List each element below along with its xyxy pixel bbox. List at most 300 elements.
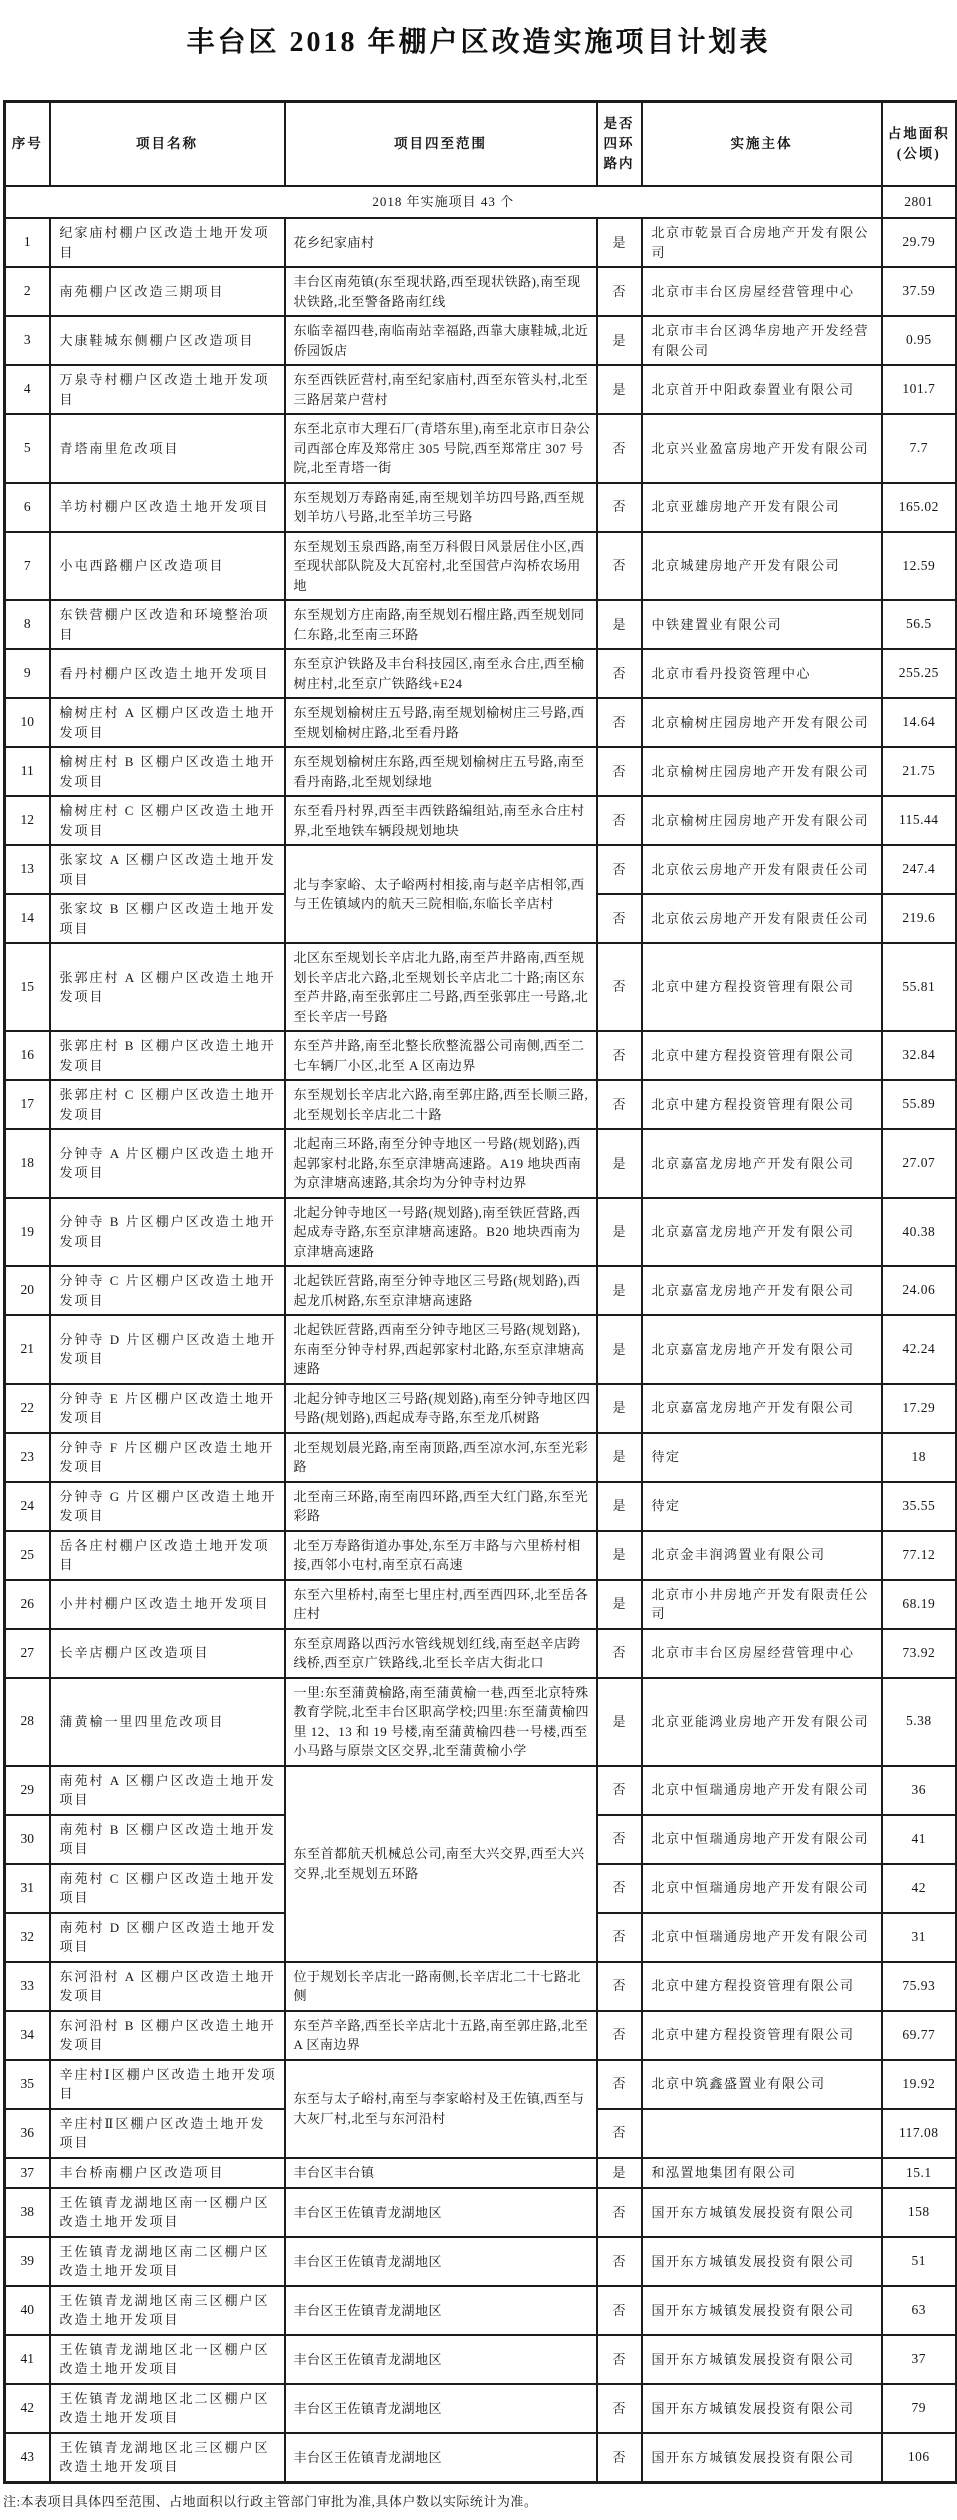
land-area-value: 77.12 xyxy=(882,1531,957,1580)
within-fourth-ring-flag: 否 xyxy=(597,2286,642,2335)
row-number: 41 xyxy=(5,2335,50,2384)
project-boundary: 丰台区王佐镇青龙湖地区 xyxy=(285,2237,597,2286)
table-row xyxy=(5,1198,957,1267)
project-boundary: 东至芦井路,南至北整长欣整流器公司南侧,西至二七车辆厂小区,北至 A 区南边界 xyxy=(285,1031,597,1080)
row-number: 21 xyxy=(5,1315,50,1384)
project-name: 王佐镇青龙湖地区南二区棚户区改造土地开发项目 xyxy=(50,2237,285,2286)
implementing-entity: 北京中建方程投资管理有限公司 xyxy=(642,1962,882,2011)
row-number: 34 xyxy=(5,2011,50,2060)
page-title: 丰台区 2018 年棚户区改造实施项目计划表 xyxy=(186,27,771,58)
row-number: 43 xyxy=(5,2433,50,2483)
within-fourth-ring-flag: 是 xyxy=(597,2158,642,2188)
project-boundary: 北起南三环路,南至分钟寺地区一号路(规划路),西起郭家村北路,东至京津塘高速路。A19 地块西南为京津塘高速路,其余均为分钟寺村边界 xyxy=(285,1129,597,1198)
project-name: 张家坟 B 区棚户区改造土地开发项目 xyxy=(50,894,285,943)
implementing-entity: 北京榆树庄园房地产开发有限公司 xyxy=(642,796,882,845)
within-fourth-ring-flag: 是 xyxy=(597,1384,642,1433)
row-number: 23 xyxy=(5,1433,50,1482)
project-boundary: 东至规划长辛店北六路,南至郭庄路,西至长顺三路,北至规划长辛店北二十路 xyxy=(285,1080,597,1129)
row-number: 29 xyxy=(5,1766,50,1815)
within-fourth-ring-flag: 否 xyxy=(597,796,642,845)
within-fourth-ring-flag: 否 xyxy=(597,1913,642,1962)
column-header: 项目名称 xyxy=(50,102,285,187)
implementing-entity: 北京中恒瑞通房地产开发有限公司 xyxy=(642,1815,882,1864)
table-row xyxy=(5,2011,957,2060)
table-row xyxy=(5,1482,957,1531)
table-row xyxy=(5,218,957,267)
footer-note: 注:本表项目具体四至范围、占地面积以行政主管部门审批为准,具体户数以实际统计为准。 xyxy=(3,2493,538,2509)
table-header-row xyxy=(5,102,957,187)
project-name: 南苑村 A 区棚户区改造土地开发项目 xyxy=(50,1766,285,1815)
land-area-value: 18 xyxy=(882,1433,957,1482)
table-row xyxy=(5,316,957,365)
row-number: 32 xyxy=(5,1913,50,1962)
row-number: 1 xyxy=(5,218,50,267)
table-row xyxy=(5,796,957,845)
land-area-value: 165.02 xyxy=(882,483,957,532)
row-number: 24 xyxy=(5,1482,50,1531)
implementing-entity: 国开东方城镇发展投资有限公司 xyxy=(642,2237,882,2286)
implementing-entity: 北京榆树庄园房地产开发有限公司 xyxy=(642,747,882,796)
land-area-value: 255.25 xyxy=(882,649,957,698)
land-area-value: 68.19 xyxy=(882,1580,957,1629)
table-row xyxy=(5,267,957,316)
project-boundary: 东至京周路以西污水管线规划红线,南至赵辛店跨线桥,西至京广铁路线,北至长辛店大街北口 xyxy=(285,1629,597,1678)
project-name: 南苑村 D 区棚户区改造土地开发项目 xyxy=(50,1913,285,1962)
project-boundary: 东至西铁匠营村,南至纪家庙村,西至东管头村,北至三路居菜户营村 xyxy=(285,365,597,414)
project-name: 王佐镇青龙湖地区北一区棚户区改造土地开发项目 xyxy=(50,2335,285,2384)
implementing-entity: 北京市丰台区房屋经营管理中心 xyxy=(642,267,882,316)
row-number: 30 xyxy=(5,1815,50,1864)
within-fourth-ring-flag: 是 xyxy=(597,1580,642,1629)
table-row xyxy=(5,1031,957,1080)
row-number: 31 xyxy=(5,1864,50,1913)
land-area-value: 73.92 xyxy=(882,1629,957,1678)
table-row xyxy=(5,649,957,698)
within-fourth-ring-flag: 否 xyxy=(597,1031,642,1080)
land-area-value: 79 xyxy=(882,2384,957,2433)
row-number: 25 xyxy=(5,1531,50,1580)
implementing-entity: 北京市看丹投资管理中心 xyxy=(642,649,882,698)
land-area-value: 31 xyxy=(882,1913,957,1962)
implementing-entity: 北京中恒瑞通房地产开发有限公司 xyxy=(642,1766,882,1815)
implementing-entity: 北京市丰台区鸿华房地产开发经营有限公司 xyxy=(642,316,882,365)
land-area-value: 55.81 xyxy=(882,943,957,1031)
table-row xyxy=(5,1766,957,1815)
column-header: 是否四环路内 xyxy=(597,102,642,187)
land-area-value: 0.95 xyxy=(882,316,957,365)
within-fourth-ring-flag: 否 xyxy=(597,414,642,483)
year-summary-label: 2018 年实施项目 43 个 xyxy=(5,186,882,218)
project-boundary: 北至规划晨光路,南至南顶路,西至凉水河,东至光彩路 xyxy=(285,1433,597,1482)
within-fourth-ring-flag: 否 xyxy=(597,1864,642,1913)
table-row xyxy=(5,1962,957,2011)
project-name: 榆树庄村 C 区棚户区改造土地开发项目 xyxy=(50,796,285,845)
row-number: 35 xyxy=(5,2060,50,2109)
implementing-entity: 北京中建方程投资管理有限公司 xyxy=(642,2011,882,2060)
land-area-value: 247.4 xyxy=(882,845,957,894)
within-fourth-ring-flag: 否 xyxy=(597,1766,642,1815)
within-fourth-ring-flag: 否 xyxy=(597,1962,642,2011)
project-name: 榆树庄村 B 区棚户区改造土地开发项目 xyxy=(50,747,285,796)
land-area-value: 21.75 xyxy=(882,747,957,796)
implementing-entity: 待定 xyxy=(642,1482,882,1531)
implementing-entity: 北京依云房地产开发有限责任公司 xyxy=(642,894,882,943)
implementing-entity: 北京嘉富龙房地产开发有限公司 xyxy=(642,1266,882,1315)
table-row xyxy=(5,365,957,414)
row-number: 14 xyxy=(5,894,50,943)
within-fourth-ring-flag: 否 xyxy=(597,2237,642,2286)
row-number: 10 xyxy=(5,698,50,747)
project-boundary: 位于规划长辛店北一路南侧,长辛店北二十七路北侧 xyxy=(285,1962,597,2011)
project-name: 东河沿村 A 区棚户区改造土地开发项目 xyxy=(50,1962,285,2011)
implementing-entity: 国开东方城镇发展投资有限公司 xyxy=(642,2384,882,2433)
land-area-value: 117.08 xyxy=(882,2109,957,2158)
implementing-entity: 北京市丰台区房屋经营管理中心 xyxy=(642,1629,882,1678)
row-number: 20 xyxy=(5,1266,50,1315)
implementing-entity: 北京嘉富龙房地产开发有限公司 xyxy=(642,1198,882,1267)
project-name: 分钟寺 F 片区棚户区改造土地开发项目 xyxy=(50,1433,285,1482)
row-number: 3 xyxy=(5,316,50,365)
within-fourth-ring-flag: 是 xyxy=(597,1482,642,1531)
row-number: 27 xyxy=(5,1629,50,1678)
table-row xyxy=(5,2335,957,2384)
project-name: 长辛店棚户区改造项目 xyxy=(50,1629,285,1678)
within-fourth-ring-flag: 否 xyxy=(597,267,642,316)
implementing-entity: 北京金丰润鸿置业有限公司 xyxy=(642,1531,882,1580)
row-number: 22 xyxy=(5,1384,50,1433)
project-name: 分钟寺 B 片区棚户区改造土地开发项目 xyxy=(50,1198,285,1267)
project-name: 分钟寺 E 片区棚户区改造土地开发项目 xyxy=(50,1384,285,1433)
within-fourth-ring-flag: 否 xyxy=(597,2011,642,2060)
project-name: 榆树庄村 A 区棚户区改造土地开发项目 xyxy=(50,698,285,747)
project-boundary: 东至与太子峪村,南至与李家峪村及王佐镇,西至与大灰厂村,北至与东河沿村 xyxy=(285,2060,597,2158)
within-fourth-ring-flag: 是 xyxy=(597,1678,642,1766)
project-name: 岳各庄村棚户区改造土地开发项目 xyxy=(50,1531,285,1580)
row-number: 36 xyxy=(5,2109,50,2158)
land-area-value: 55.89 xyxy=(882,1080,957,1129)
implementing-entity: 北京兴业盈富房地产开发有限公司 xyxy=(642,414,882,483)
land-area-value: 32.84 xyxy=(882,1031,957,1080)
row-number: 12 xyxy=(5,796,50,845)
table-row xyxy=(5,2286,957,2335)
implementing-entity: 北京中恒瑞通房地产开发有限公司 xyxy=(642,1913,882,1962)
project-boundary: 丰台区王佐镇青龙湖地区 xyxy=(285,2433,597,2483)
row-number: 37 xyxy=(5,2158,50,2188)
within-fourth-ring-flag: 否 xyxy=(597,532,642,601)
table-row xyxy=(5,2237,957,2286)
land-area-value: 37 xyxy=(882,2335,957,2384)
within-fourth-ring-flag: 否 xyxy=(597,2433,642,2483)
table-row xyxy=(5,1129,957,1198)
project-boundary: 东至规划万寿路南延,南至规划羊坊四号路,西至规划羊坊八号路,北至羊坊三号路 xyxy=(285,483,597,532)
within-fourth-ring-flag: 否 xyxy=(597,1080,642,1129)
implementing-entity: 北京亚雄房地产开发有限公司 xyxy=(642,483,882,532)
land-area-value: 24.06 xyxy=(882,1266,957,1315)
table-row xyxy=(5,2433,957,2483)
project-name: 王佐镇青龙湖地区南三区棚户区改造土地开发项目 xyxy=(50,2286,285,2335)
table-row xyxy=(5,1315,957,1384)
row-number: 19 xyxy=(5,1198,50,1267)
land-area-value: 101.7 xyxy=(882,365,957,414)
project-name: 张郭庄村 C 区棚户区改造土地开发项目 xyxy=(50,1080,285,1129)
implementing-entity: 国开东方城镇发展投资有限公司 xyxy=(642,2286,882,2335)
project-boundary: 东临幸福四巷,南临南站幸福路,西靠大康鞋城,北近侨园饭店 xyxy=(285,316,597,365)
within-fourth-ring-flag: 否 xyxy=(597,483,642,532)
project-boundary: 东至规划玉泉西路,南至万科假日风景居住小区,西至现状部队院及大瓦窑村,北至国营卢沟桥农场用地 xyxy=(285,532,597,601)
project-name: 纪家庙村棚户区改造土地开发项目 xyxy=(50,218,285,267)
project-boundary: 东至规划方庄南路,南至规划石榴庄路,西至规划同仁东路,北至南三环路 xyxy=(285,600,597,649)
implementing-entity: 北京中筑鑫盛置业有限公司 xyxy=(642,2060,882,2109)
row-number: 42 xyxy=(5,2384,50,2433)
table-row xyxy=(5,600,957,649)
implementing-entity: 北京依云房地产开发有限责任公司 xyxy=(642,845,882,894)
table-row xyxy=(5,747,957,796)
land-area-value: 35.55 xyxy=(882,1482,957,1531)
land-area-value: 19.92 xyxy=(882,2060,957,2109)
row-number: 26 xyxy=(5,1580,50,1629)
table-row xyxy=(5,2384,957,2433)
project-name: 辛庄村Ⅰ区棚户区改造土地开发项目 xyxy=(50,2060,285,2109)
implementing-entity: 北京嘉富龙房地产开发有限公司 xyxy=(642,1315,882,1384)
land-area-value: 42.24 xyxy=(882,1315,957,1384)
land-area-value: 69.77 xyxy=(882,2011,957,2060)
project-name: 羊坊村棚户区改造土地开发项目 xyxy=(50,483,285,532)
table-header xyxy=(5,102,957,187)
table-row xyxy=(5,2060,957,2109)
project-name: 东铁营棚户区改造和环境整治项目 xyxy=(50,600,285,649)
land-area-value: 36 xyxy=(882,1766,957,1815)
implementing-entity xyxy=(642,2109,882,2158)
projects-table xyxy=(3,100,957,2484)
row-number: 4 xyxy=(5,365,50,414)
project-boundary: 丰台区王佐镇青龙湖地区 xyxy=(285,2188,597,2237)
implementing-entity: 北京中建方程投资管理有限公司 xyxy=(642,1080,882,1129)
project-boundary: 东至首都航天机械总公司,南至大兴交界,西至大兴交界,北至规划五环路 xyxy=(285,1766,597,1962)
table-row xyxy=(5,845,957,894)
row-number: 6 xyxy=(5,483,50,532)
row-number: 39 xyxy=(5,2237,50,2286)
project-boundary: 北与李家峪、太子峪两村相接,南与赵辛店相邻,西与王佐镇域内的航天三院相临,东临长辛店村 xyxy=(285,845,597,943)
within-fourth-ring-flag: 是 xyxy=(597,1531,642,1580)
implementing-entity: 国开东方城镇发展投资有限公司 xyxy=(642,2188,882,2237)
table-row xyxy=(5,1678,957,1766)
within-fourth-ring-flag: 是 xyxy=(597,1315,642,1384)
table-row xyxy=(5,2188,957,2237)
project-name: 东河沿村 B 区棚户区改造土地开发项目 xyxy=(50,2011,285,2060)
project-name: 张郭庄村 A 区棚户区改造土地开发项目 xyxy=(50,943,285,1031)
land-area-value: 219.6 xyxy=(882,894,957,943)
project-boundary: 北至南三环路,南至南四环路,西至大红门路,东至光彩路 xyxy=(285,1482,597,1531)
within-fourth-ring-flag: 是 xyxy=(597,218,642,267)
project-boundary: 一里:东至蒲黄榆路,南至蒲黄榆一巷,西至北京特殊教育学院,北至丰台区职高学校;四里:东至蒲黄榆四里 12、13 和 19 号楼,南至蒲黄榆四巷一号楼,西至小马路与原崇文区交界,北至蒲黄榆小学 xyxy=(285,1678,597,1766)
row-number: 28 xyxy=(5,1678,50,1766)
implementing-entity: 北京中恒瑞通房地产开发有限公司 xyxy=(642,1864,882,1913)
within-fourth-ring-flag: 是 xyxy=(597,316,642,365)
within-fourth-ring-flag: 是 xyxy=(597,1198,642,1267)
table-row xyxy=(5,1080,957,1129)
implementing-entity: 待定 xyxy=(642,1433,882,1482)
project-boundary: 东至北京市大理石厂(青塔东里),南至北京市日杂公司西部仓库及郑常庄 305 号院,西至郑常庄 307 号院,北至青塔一街 xyxy=(285,414,597,483)
table-row xyxy=(5,1531,957,1580)
implementing-entity: 国开东方城镇发展投资有限公司 xyxy=(642,2335,882,2384)
table-row xyxy=(5,414,957,483)
within-fourth-ring-flag: 否 xyxy=(597,894,642,943)
project-boundary: 丰台区王佐镇青龙湖地区 xyxy=(285,2335,597,2384)
project-name: 辛庄村Ⅱ区棚户区改造土地开发项目 xyxy=(50,2109,285,2158)
project-name: 分钟寺 G 片区棚户区改造土地开发项目 xyxy=(50,1482,285,1531)
land-area-value: 40.38 xyxy=(882,1198,957,1267)
table-row xyxy=(5,698,957,747)
project-boundary: 北起铁匠营路,西南至分钟寺地区三号路(规划路),东南至分钟寺村界,西起郭家村北路,东至京津塘高速路 xyxy=(285,1315,597,1384)
within-fourth-ring-flag: 否 xyxy=(597,2109,642,2158)
table-row xyxy=(5,943,957,1031)
column-header: 项目四至范围 xyxy=(285,102,597,187)
within-fourth-ring-flag: 否 xyxy=(597,2335,642,2384)
row-number: 40 xyxy=(5,2286,50,2335)
project-name: 南苑棚户区改造三期项目 xyxy=(50,267,285,316)
project-name: 分钟寺 A 片区棚户区改造土地开发项目 xyxy=(50,1129,285,1198)
project-boundary: 丰台区王佐镇青龙湖地区 xyxy=(285,2384,597,2433)
project-name: 王佐镇青龙湖地区北二区棚户区改造土地开发项目 xyxy=(50,2384,285,2433)
implementing-entity: 北京榆树庄园房地产开发有限公司 xyxy=(642,698,882,747)
land-area-value: 29.79 xyxy=(882,218,957,267)
implementing-entity: 国开东方城镇发展投资有限公司 xyxy=(642,2433,882,2483)
project-boundary: 东至规划榆树庄五号路,南至规划榆树庄三号路,西至规划榆树庄路,北至看丹路 xyxy=(285,698,597,747)
land-area-value: 106 xyxy=(882,2433,957,2483)
within-fourth-ring-flag: 否 xyxy=(597,747,642,796)
land-area-value: 15.1 xyxy=(882,2158,957,2188)
land-area-value: 37.59 xyxy=(882,267,957,316)
land-area-value: 56.5 xyxy=(882,600,957,649)
within-fourth-ring-flag: 否 xyxy=(597,2384,642,2433)
row-number: 9 xyxy=(5,649,50,698)
land-area-value: 12.59 xyxy=(882,532,957,601)
within-fourth-ring-flag: 是 xyxy=(597,1433,642,1482)
row-number: 17 xyxy=(5,1080,50,1129)
project-boundary: 东至规划榆树庄东路,西至规划榆树庄五号路,南至看丹南路,北至规划绿地 xyxy=(285,747,597,796)
row-number: 8 xyxy=(5,600,50,649)
project-boundary: 花乡纪家庙村 xyxy=(285,218,597,267)
project-boundary: 东至芦辛路,西至长辛店北十五路,南至郭庄路,北至 A 区南边界 xyxy=(285,2011,597,2060)
implementing-entity: 北京首开中阳政泰置业有限公司 xyxy=(642,365,882,414)
row-number: 5 xyxy=(5,414,50,483)
land-area-value: 27.07 xyxy=(882,1129,957,1198)
row-number: 38 xyxy=(5,2188,50,2237)
within-fourth-ring-flag: 否 xyxy=(597,1629,642,1678)
project-name: 万泉寺村棚户区改造土地开发项目 xyxy=(50,365,285,414)
column-header: 序号 xyxy=(5,102,50,187)
project-boundary: 丰台区丰台镇 xyxy=(285,2158,597,2188)
land-area-value: 5.38 xyxy=(882,1678,957,1766)
land-area-value: 17.29 xyxy=(882,1384,957,1433)
table-row xyxy=(5,483,957,532)
column-header: 实施主体 xyxy=(642,102,882,187)
total-area-value: 2801 xyxy=(882,186,957,218)
project-boundary: 北起分钟寺地区一号路(规划路),南至铁匠营路,西起成寿寺路,东至京津塘高速路。B20 地块西南为京津塘高速路 xyxy=(285,1198,597,1267)
within-fourth-ring-flag: 否 xyxy=(597,2060,642,2109)
within-fourth-ring-flag: 是 xyxy=(597,600,642,649)
implementing-entity: 北京嘉富龙房地产开发有限公司 xyxy=(642,1384,882,1433)
land-area-value: 42 xyxy=(882,1864,957,1913)
project-name: 分钟寺 C 片区棚户区改造土地开发项目 xyxy=(50,1266,285,1315)
project-name: 王佐镇青龙湖地区北三区棚户区改造土地开发项目 xyxy=(50,2433,285,2483)
within-fourth-ring-flag: 否 xyxy=(597,1815,642,1864)
land-area-value: 51 xyxy=(882,2237,957,2286)
project-boundary: 北区东至规划长辛店北九路,南至芦井路南,西至规划长辛店北六路,北至规划长辛店北二十路;南区东至芦井路,南至张郭庄二号路,西至张郭庄一号路,北至长辛店一号路 xyxy=(285,943,597,1031)
row-number: 11 xyxy=(5,747,50,796)
project-boundary: 丰台区南苑镇(东至现状路,西至现状铁路),南至现状铁路,北至警备路南红线 xyxy=(285,267,597,316)
table-row xyxy=(5,1629,957,1678)
land-area-value: 14.64 xyxy=(882,698,957,747)
table-row xyxy=(5,532,957,601)
row-number: 16 xyxy=(5,1031,50,1080)
implementing-entity: 北京嘉富龙房地产开发有限公司 xyxy=(642,1129,882,1198)
land-area-value: 158 xyxy=(882,2188,957,2237)
project-name: 青塔南里危改项目 xyxy=(50,414,285,483)
project-name: 看丹村棚户区改造土地开发项目 xyxy=(50,649,285,698)
year-summary-row xyxy=(5,186,957,218)
land-area-value: 75.93 xyxy=(882,1962,957,2011)
project-name: 蒲黄榆一里四里危改项目 xyxy=(50,1678,285,1766)
project-name: 分钟寺 D 片区棚户区改造土地开发项目 xyxy=(50,1315,285,1384)
within-fourth-ring-flag: 是 xyxy=(597,365,642,414)
row-number: 7 xyxy=(5,532,50,601)
implementing-entity: 北京中建方程投资管理有限公司 xyxy=(642,1031,882,1080)
project-boundary: 东至京沪铁路及丰台科技园区,南至永合庄,西至榆树庄村,北至京广铁路线+E24 xyxy=(285,649,597,698)
table-row xyxy=(5,1580,957,1629)
land-area-value: 7.7 xyxy=(882,414,957,483)
project-name: 南苑村 C 区棚户区改造土地开发项目 xyxy=(50,1864,285,1913)
within-fourth-ring-flag: 否 xyxy=(597,2188,642,2237)
project-boundary: 东至六里桥村,南至七里庄村,西至西四环,北至岳各庄村 xyxy=(285,1580,597,1629)
implementing-entity: 北京市乾景百合房地产开发有限公司 xyxy=(642,218,882,267)
row-number: 15 xyxy=(5,943,50,1031)
implementing-entity: 和泓置地集团有限公司 xyxy=(642,2158,882,2188)
land-area-value: 115.44 xyxy=(882,796,957,845)
land-area-value: 63 xyxy=(882,2286,957,2335)
within-fourth-ring-flag: 否 xyxy=(597,943,642,1031)
project-name: 张郭庄村 B 区棚户区改造土地开发项目 xyxy=(50,1031,285,1080)
implementing-entity: 北京亚能鸿业房地产开发有限公司 xyxy=(642,1678,882,1766)
project-name: 小屯西路棚户区改造项目 xyxy=(50,532,285,601)
project-name: 王佐镇青龙湖地区南一区棚户区改造土地开发项目 xyxy=(50,2188,285,2237)
within-fourth-ring-flag: 否 xyxy=(597,698,642,747)
row-number: 13 xyxy=(5,845,50,894)
project-boundary: 北起铁匠营路,南至分钟寺地区三号路(规划路),西起龙爪树路,东至京津塘高速路 xyxy=(285,1266,597,1315)
table-row xyxy=(5,1433,957,1482)
within-fourth-ring-flag: 否 xyxy=(597,649,642,698)
within-fourth-ring-flag: 否 xyxy=(597,845,642,894)
project-boundary: 北至万寿路街道办事处,东至万丰路与六里桥村相接,西邻小屯村,南至京石高速 xyxy=(285,1531,597,1580)
row-number: 2 xyxy=(5,267,50,316)
within-fourth-ring-flag: 是 xyxy=(597,1266,642,1315)
row-number: 33 xyxy=(5,1962,50,2011)
project-boundary: 北起分钟寺地区三号路(规划路),南至分钟寺地区四号路(规划路),西起成寿寺路,东至龙爪树路 xyxy=(285,1384,597,1433)
implementing-entity: 北京市小井房地产开发有限责任公司 xyxy=(642,1580,882,1629)
implementing-entity: 中铁建置业有限公司 xyxy=(642,600,882,649)
project-name: 丰台桥南棚户区改造项目 xyxy=(50,2158,285,2188)
project-name: 南苑村 B 区棚户区改造土地开发项目 xyxy=(50,1815,285,1864)
row-number: 18 xyxy=(5,1129,50,1198)
land-area-value: 41 xyxy=(882,1815,957,1864)
project-name: 张家坟 A 区棚户区改造土地开发项目 xyxy=(50,845,285,894)
table-row xyxy=(5,1384,957,1433)
project-name: 大康鞋城东侧棚户区改造项目 xyxy=(50,316,285,365)
within-fourth-ring-flag: 是 xyxy=(597,1129,642,1198)
implementing-entity: 北京中建方程投资管理有限公司 xyxy=(642,943,882,1031)
implementing-entity: 北京城建房地产开发有限公司 xyxy=(642,532,882,601)
table-row xyxy=(5,2158,957,2188)
